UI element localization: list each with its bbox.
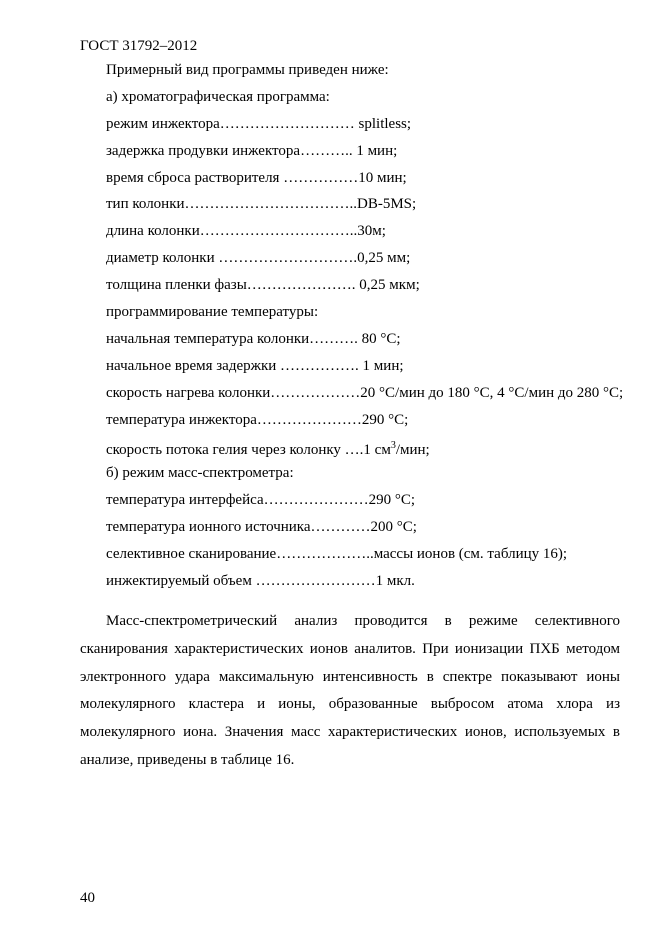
param-selective-scan: селективное сканирование………………..массы ионов (см. таблицу 16);	[106, 546, 568, 563]
param-film-thickness: толщина пленки фазы…………………. 0,25 мкм;	[106, 277, 420, 294]
param-initial-temp: начальная температура колонки………. 80 °С;	[106, 330, 401, 347]
document-header	[80, 38, 197, 55]
helium-flow-text: скорость потока гелия через колонку ….1 см	[106, 442, 391, 459]
param-initial-hold: начальное время задержки ……………. 1 мин;	[106, 357, 404, 374]
program-intro: Примерный вид программы приведен ниже:	[106, 62, 389, 78]
param-interface-temp: температура интерфейса…………………290 °С;	[106, 492, 416, 509]
param-purge-delay: задержка продувки инжектора……….. 1 мин;	[106, 142, 398, 159]
param-injection-volume: инжектируемый объем ……………………1 мкл.	[106, 572, 415, 589]
param-injector-mode: режим инжектора……………………… splitless;	[106, 115, 412, 132]
section-a-heading: а) хроматографическая программа:	[106, 88, 330, 105]
param-ion-source-temp: температура ионного источника…………200 °С;	[106, 519, 417, 536]
param-injector-temp: температура инжектора…………………290 °С;	[106, 411, 409, 428]
analysis-paragraph: Масс-спектрометрический анализ проводится в режиме селективного сканирования характеристических ионов аналитов. При ионизации ПХБ методом электронного удара максимальную интенсивность в спектре показывают ионы молекулярного кластера и ионы, образованные выбросом атома хлора из молекулярного иона. Значения масс характеристических ионов, используемых в анализе, приведены в таблице 16.	[80, 613, 620, 768]
section-b-heading: б) режим масс-спектрометра:	[106, 465, 294, 482]
param-helium-flow	[106, 433, 651, 460]
param-column-diameter: диаметр колонки ……………………….0,25 мм;	[106, 250, 411, 267]
param-solvent-delay: время сброса растворителя ……………10 мин;	[106, 169, 407, 186]
standard-code: ГОСТ 31792–2012	[80, 38, 198, 54]
page-number: 40	[80, 890, 95, 906]
param-column-type: тип колонки……………………………..DB-5MS;	[106, 196, 417, 213]
param-column-length: длина колонки…………………………..30м;	[106, 223, 386, 240]
param-heating-rate: скорость нагрева колонки………………20 °С/мин до 180 °С, 4 °С/мин до 280 °С;	[106, 384, 624, 401]
program-parameters	[106, 57, 651, 595]
temp-programming-heading: программирование температуры:	[106, 304, 319, 321]
helium-flow-unit: /мин;	[395, 442, 430, 459]
helium-flow-exponent: 3	[390, 440, 396, 452]
